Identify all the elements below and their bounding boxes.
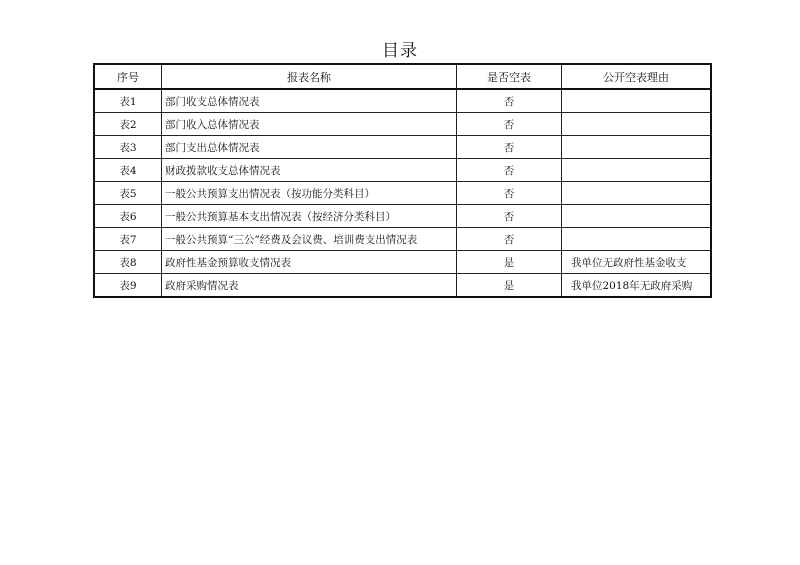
- row-no: 表6: [94, 205, 162, 228]
- row-name: 部门收入总体情况表: [162, 113, 457, 136]
- row-name: 一般公共预算支出情况表（按功能分类科目）: [162, 182, 457, 205]
- row-empty: 否: [457, 205, 562, 228]
- row-no: 表3: [94, 136, 162, 159]
- row-reason: [562, 205, 712, 228]
- table-row: [94, 228, 711, 251]
- row-name: 一般公共预算“三公”经费及会议费、培训费支出情况表: [162, 228, 457, 251]
- row-reason: [562, 159, 712, 182]
- row-empty: 是: [457, 274, 562, 298]
- row-name: 部门收支总体情况表: [162, 89, 457, 113]
- row-no: 表2: [94, 113, 162, 136]
- row-no: 表4: [94, 159, 162, 182]
- row-empty: 否: [457, 182, 562, 205]
- row-no: 表8: [94, 251, 162, 274]
- row-reason: [562, 182, 712, 205]
- row-reason: [562, 136, 712, 159]
- table-row: [94, 136, 711, 159]
- table-row: [94, 113, 711, 136]
- row-name: 一般公共预算基本支出情况表（按经济分类科目）: [162, 205, 457, 228]
- row-reason: [562, 228, 712, 251]
- row-no: 表7: [94, 228, 162, 251]
- row-name: 财政拨款收支总体情况表: [162, 159, 457, 182]
- header-no: 序号: [94, 64, 162, 89]
- row-empty: 否: [457, 113, 562, 136]
- header-empty: 是否空表: [457, 64, 562, 89]
- table-row: [94, 159, 711, 182]
- row-no: 表5: [94, 182, 162, 205]
- row-reason: 我单位2018年无政府采购: [562, 274, 712, 298]
- table-row: [94, 274, 711, 298]
- table-row: [94, 89, 711, 113]
- row-empty: 否: [457, 159, 562, 182]
- page-title: 目录: [382, 41, 418, 61]
- row-name: 政府采购情况表: [162, 274, 457, 298]
- row-empty: 否: [457, 136, 562, 159]
- table-row: [94, 205, 711, 228]
- table-row: [94, 182, 711, 205]
- table-row: [94, 251, 711, 274]
- row-name: 政府性基金预算收支情况表: [162, 251, 457, 274]
- row-name: 部门支出总体情况表: [162, 136, 457, 159]
- header-row: [94, 64, 711, 89]
- header-name: 报表名称: [162, 64, 457, 89]
- header-reason: 公开空表理由: [562, 64, 712, 89]
- row-reason: 我单位无政府性基金收支: [562, 251, 712, 274]
- row-reason: [562, 89, 712, 113]
- catalog-table: [93, 63, 712, 298]
- row-reason: [562, 113, 712, 136]
- row-no: 表1: [94, 89, 162, 113]
- row-no: 表9: [94, 274, 162, 298]
- row-empty: 是: [457, 251, 562, 274]
- row-empty: 否: [457, 228, 562, 251]
- row-empty: 否: [457, 89, 562, 113]
